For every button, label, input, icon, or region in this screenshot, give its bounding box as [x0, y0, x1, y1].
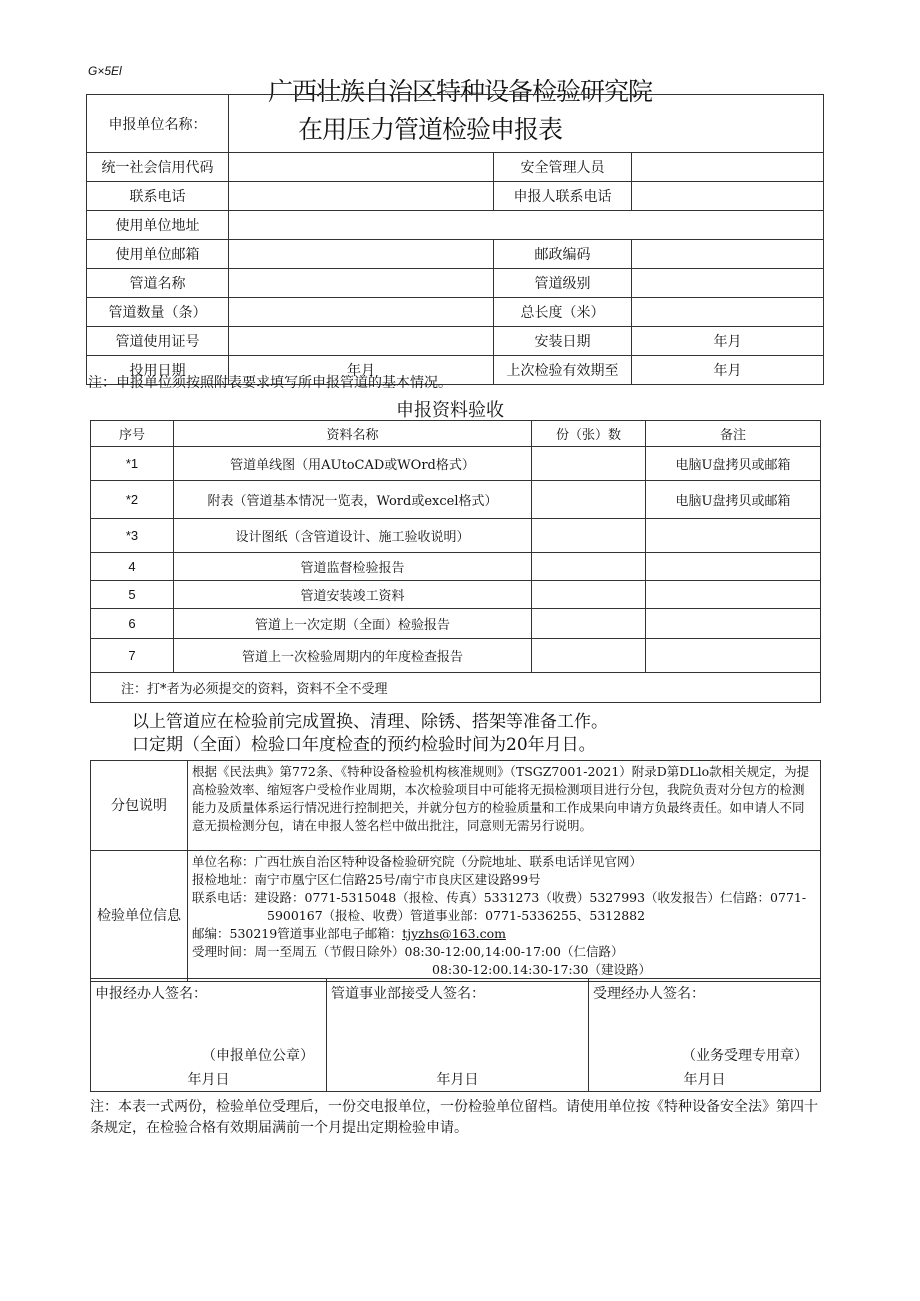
pipe-cert-label: 管道使用证号	[87, 327, 229, 356]
total-length-label: 总长度（米）	[494, 298, 632, 327]
table-row	[91, 519, 821, 553]
receiver-seal-label: （业务受理专用章）	[682, 1048, 808, 1064]
unit-hours-line-2: 08:30-12:00.14:30-17:30（建设路）	[432, 962, 652, 977]
install-date-field[interactable]: 年月	[632, 327, 824, 356]
material-no: 6	[91, 609, 174, 639]
appointment-statement: 口定期（全面）检验口年度检查的预约检验时间为20年月日。	[132, 735, 596, 755]
receiver-signature-title: 受理经办人签名：	[593, 986, 705, 1002]
subcontract-label: 分包说明	[91, 761, 188, 851]
applicant-info-table	[86, 94, 824, 385]
unit-postcode-text: 邮编：530219管道事业部电子邮箱：	[192, 926, 403, 941]
material-no: *3	[91, 519, 174, 553]
material-no: 5	[91, 581, 174, 609]
table-row	[91, 553, 821, 581]
material-count[interactable]	[532, 553, 646, 581]
use-date-label: 投用日期	[87, 356, 229, 385]
unit-address-line: 报检地址：南宁市凰宁区仁信路25号/南宁市良庆区建设路99号	[192, 872, 541, 887]
material-name: 管道安装竣工资料	[174, 581, 532, 609]
last-valid-field[interactable]: 年月	[632, 356, 824, 385]
pipe-name-field[interactable]	[229, 269, 494, 298]
receiver-date: 年月日	[683, 1072, 726, 1088]
material-name: 管道单线图（用AUtoCAD或WOrd格式）	[174, 447, 532, 481]
material-name: 附表（管道基本情况一览表，Word或excel格式）	[174, 481, 532, 519]
material-remark: 电脑U盘拷贝或邮箱	[646, 481, 821, 519]
last-valid-label: 上次检验有效期至	[494, 356, 632, 385]
applicant-signature-cell[interactable]	[91, 979, 327, 1092]
signature-table	[90, 978, 821, 1092]
materials-header-name: 资料名称	[174, 421, 532, 447]
info-table	[90, 760, 821, 982]
materials-footer-note: 注：打*者为必须提交的资料，资料不全不受理	[91, 673, 821, 703]
address-label: 使用单位地址	[87, 211, 229, 240]
pipe-count-label: 管道数量（条）	[87, 298, 229, 327]
unit-name-field[interactable]	[229, 95, 824, 153]
material-no: *1	[91, 447, 174, 481]
table-row	[91, 481, 821, 519]
unit-phone-line: 联系电话：建设路：0771-5315048（报检、传真）5331273（收费）5327993（收发报告）仁信路：0771-	[192, 890, 807, 905]
material-count[interactable]	[532, 519, 646, 553]
material-count[interactable]	[532, 481, 646, 519]
applicant-signature-title: 申报经办人签名：	[95, 986, 207, 1002]
credit-code-label: 统一社会信用代码	[87, 153, 229, 182]
preparation-statement: 以上管道应在检验前完成置换、清理、除锈、搭架等准备工作。	[132, 712, 608, 732]
address-field[interactable]	[229, 211, 824, 240]
table-row	[91, 609, 821, 639]
material-no: 7	[91, 639, 174, 673]
materials-title: 申报资料验收	[396, 400, 504, 421]
applicant-seal-label: （申报单位公章）	[202, 1048, 314, 1064]
dept-signature-title: 管道事业部接受人签名：	[331, 986, 485, 1002]
dept-date: 年月日	[436, 1072, 479, 1088]
phone-field[interactable]	[229, 182, 494, 211]
pipe-cert-field[interactable]	[229, 327, 494, 356]
form-title: 在用压力管道检验申报表	[297, 115, 562, 144]
phone-label: 联系电话	[87, 182, 229, 211]
inspection-unit-info	[188, 851, 821, 982]
materials-header-remark: 备注	[646, 421, 821, 447]
material-count[interactable]	[532, 609, 646, 639]
unit-phone-line-2: 5900167（报检、收费）管道事业部：0771-5336255、5312882	[267, 908, 646, 923]
pipe-name-label: 管道名称	[87, 269, 229, 298]
total-length-field[interactable]	[632, 298, 824, 327]
table-row	[91, 581, 821, 609]
safety-manager-label: 安全管理人员	[494, 153, 632, 182]
material-remark	[646, 581, 821, 609]
pipe-level-label: 管道级别	[494, 269, 632, 298]
use-date-field[interactable]: 年月	[229, 356, 494, 385]
unit-email-link[interactable]: tjyzhs@163.com	[402, 926, 506, 941]
material-count[interactable]	[532, 581, 646, 609]
material-name: 管道上一次检验周期内的年度检查报告	[174, 639, 532, 673]
material-no: 4	[91, 553, 174, 581]
credit-code-field[interactable]	[229, 153, 494, 182]
form-code: G×5El	[88, 64, 122, 78]
table-row	[91, 447, 821, 481]
postcode-field[interactable]	[632, 240, 824, 269]
inspection-unit-label: 检验单位信息	[91, 851, 188, 982]
install-date-label: 安装日期	[494, 327, 632, 356]
subcontract-text: 根据《民法典》第772条、《特种设备检验机构核准规则》（TSGZ7001-2021）附录D第DLlo款相关规定，为提高检验效率、缩短客户受检作业周期，本次检验项目中可能将无损检测项目进行分包，我院负责对分包方的检测能力及质量体系运行情况进行控制把关，并就分包方的检验质量和工作成果向申请方负最终责任。如申请人不同意无损检测分包，请在申报人签名栏中做出批注，同意则无需另行说明。	[188, 761, 821, 851]
material-remark	[646, 609, 821, 639]
safety-manager-field[interactable]	[632, 153, 824, 182]
material-count[interactable]	[532, 639, 646, 673]
receiver-signature-cell[interactable]	[589, 979, 821, 1092]
materials-header-count: 份（张）数	[532, 421, 646, 447]
applicant-phone-label: 申报人联系电话	[494, 182, 632, 211]
institute-title: 广西壮族自治区特种设备检验研究院	[267, 77, 652, 106]
material-remark	[646, 639, 821, 673]
dept-signature-cell[interactable]	[327, 979, 589, 1092]
material-count[interactable]	[532, 447, 646, 481]
material-remark	[646, 553, 821, 581]
email-field[interactable]	[229, 240, 494, 269]
pipe-count-field[interactable]	[229, 298, 494, 327]
unit-name-label: 申报单位名称：	[87, 95, 229, 153]
material-name: 管道监督检验报告	[174, 553, 532, 581]
unit-name-line: 单位名称：广西壮族自治区特种设备检验研究院（分院地址、联系电话详见官网）	[192, 854, 643, 869]
applicant-note: 注：申报单位须按照附表要求填写所申报管道的基本情况。	[88, 375, 452, 391]
material-remark	[646, 519, 821, 553]
footer-note: 注：本表一式两份，检验单位受理后，一份交电报单位，一份检验单位留档。请使用单位按《特种设备安全法》第四十条规定，在检验合格有效期届满前一个月提出定期检验申请。	[90, 1099, 818, 1136]
materials-header-no: 序号	[91, 421, 174, 447]
unit-postcode-line	[192, 925, 816, 943]
applicant-date: 年月日	[187, 1072, 230, 1088]
unit-hours-line: 受理时间：周一至周五（节假日除外）08:30-12:00,14:00-17:00（仁信路）	[192, 944, 624, 959]
pipe-level-field[interactable]	[632, 269, 824, 298]
applicant-phone-field[interactable]	[632, 182, 824, 211]
material-name: 管道上一次定期（全面）检验报告	[174, 609, 532, 639]
email-label: 使用单位邮箱	[87, 240, 229, 269]
material-no: *2	[91, 481, 174, 519]
postcode-label: 邮政编码	[494, 240, 632, 269]
material-remark: 电脑U盘拷贝或邮箱	[646, 447, 821, 481]
material-name: 设计图纸（含管道设计、施工验收说明）	[174, 519, 532, 553]
table-row	[91, 639, 821, 673]
materials-table	[90, 420, 821, 703]
